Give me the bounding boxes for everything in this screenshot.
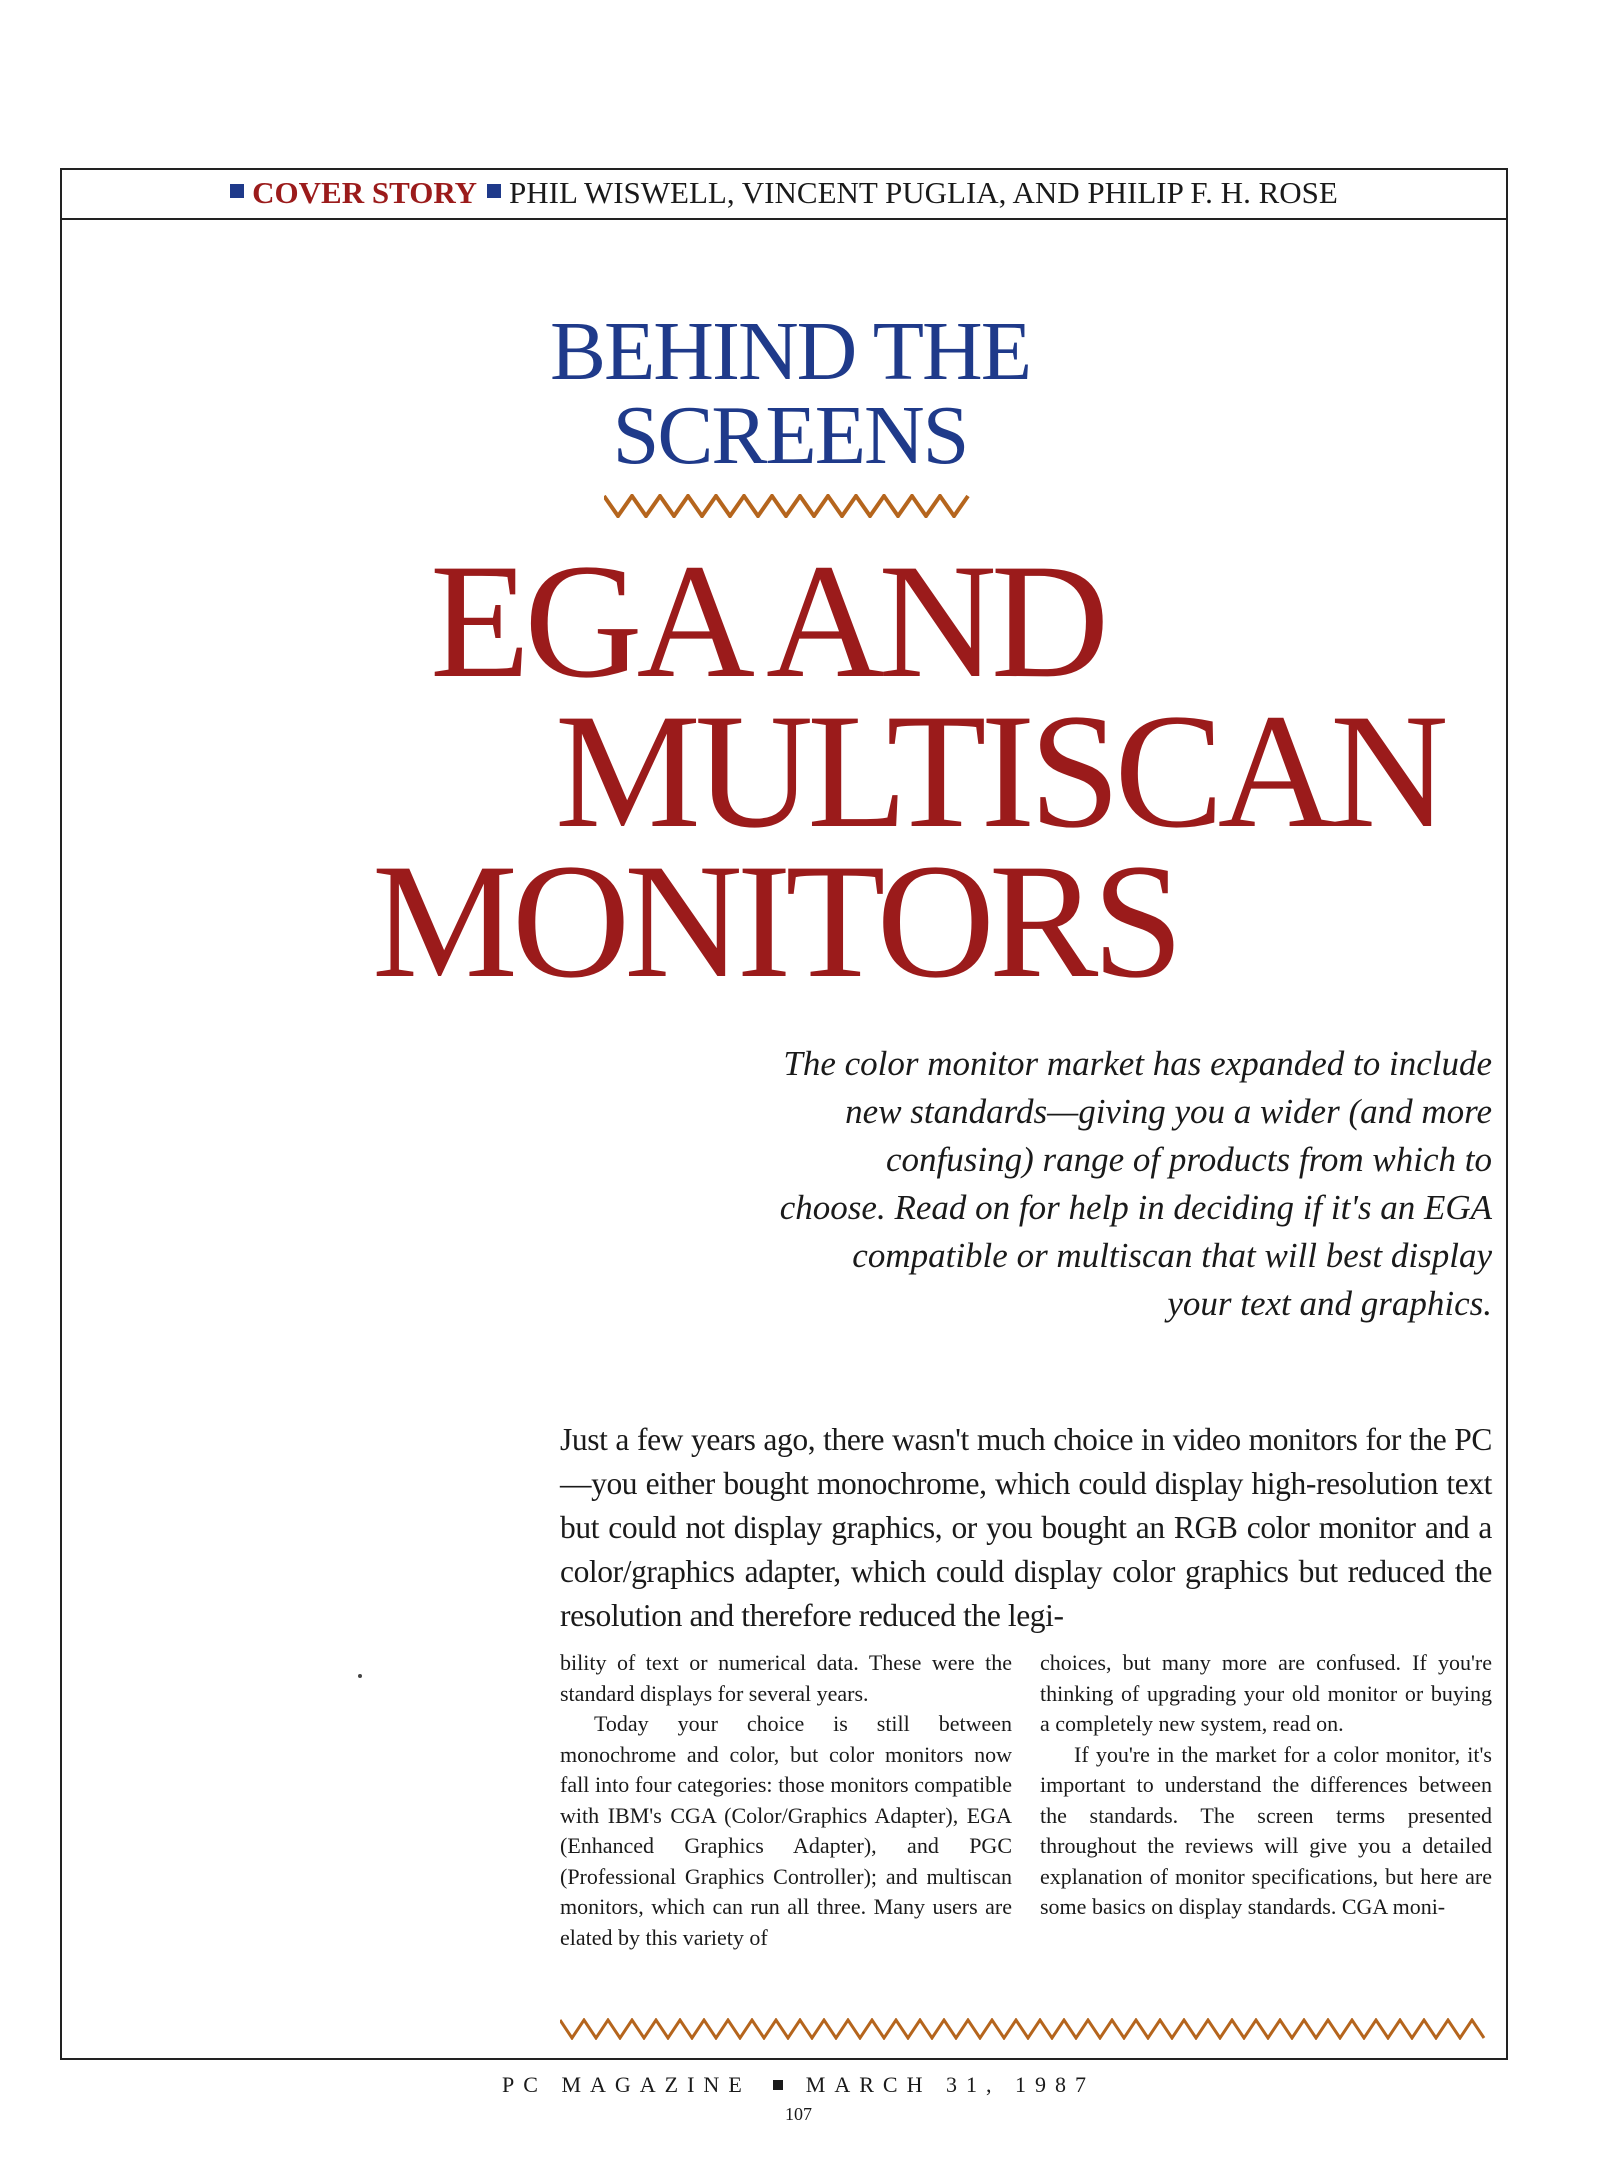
deck-line: new standards—giving you a wider (and more: [845, 1092, 1492, 1131]
lead-paragraph: Just a few years ago, there wasn't much choice in video monitors for the PC—you either bought monochrome, which could display high-resolution text but could not display graphics, or you bought an RGB color monitor and a color/graphics adapter, which could display color graphics but reduced the resolution and therefore reduced the legi-: [560, 1422, 1492, 1633]
kicker-title: [480, 305, 1100, 482]
section-label: COVER STORY: [252, 175, 478, 210]
page-footer: [0, 2072, 1597, 2098]
deck-line: compatible or multiscan that will best display: [852, 1236, 1492, 1275]
kicker-line-1: BEHIND THE: [549, 305, 1031, 398]
headline-line-3: MONITORS: [372, 831, 1178, 1012]
issue-date: MARCH 31, 1987: [805, 2072, 1095, 2097]
body-column-2: [1040, 1648, 1492, 1923]
headline-line-1: EGA AND: [430, 531, 1104, 712]
byline: PHIL WISWELL, VINCENT PUGLIA, AND PHILIP F. H. ROSE: [509, 175, 1338, 210]
separator-bullet-icon: [487, 184, 501, 198]
zigzag-divider-bottom: [560, 2018, 1492, 2040]
headline-line-2: MULTISCAN: [555, 681, 1443, 862]
body-paragraph: If you're in the market for a color monitor, it's important to understand the differences between the standards. The screen terms presented throughout the reviews will give you a detailed explanation of monitor specifications, but here are some basics on display standards. CGA moni-: [1040, 1741, 1492, 1919]
magazine-name: PC MAGAZINE: [502, 2072, 751, 2097]
body-paragraph: choices, but many more are confused. If you're thinking of upgrading your old monitor or buying a completely new system, read on.: [1040, 1650, 1492, 1736]
stray-dot: [358, 1674, 362, 1678]
body-column-1: [560, 1648, 1012, 1953]
deck-line: confusing) range of products from which to: [886, 1140, 1492, 1179]
section-bullet-icon: [230, 184, 244, 198]
body-paragraph: bility of text or numerical data. These were the standard displays for several years.: [560, 1650, 1012, 1706]
deck-line: choose. Read on for help in deciding if it's an EGA: [779, 1188, 1492, 1227]
page-number: 107: [785, 2104, 812, 2124]
footer-bullet-icon: [773, 2080, 783, 2090]
deck-subtitle: [640, 1040, 1492, 1328]
deck-line: The color monitor market has expanded to include: [783, 1044, 1492, 1083]
zigzag-divider-top: [604, 494, 974, 518]
kicker-line-2: SCREENS: [612, 389, 968, 482]
deck-line: your text and graphics.: [1167, 1284, 1492, 1323]
body-paragraph: Today your choice is still between monochrome and color, but color monitors now fall into four categories: those monitors compatible with IBM's CGA (Color/Graphics Adapter), EGA (Enhanced Graphics Adapter), and PGC (Professional Graphics Controller); and multiscan monitors, which can run all three. Many users are elated by this variety of: [560, 1711, 1012, 1950]
article-header: [60, 168, 1508, 220]
